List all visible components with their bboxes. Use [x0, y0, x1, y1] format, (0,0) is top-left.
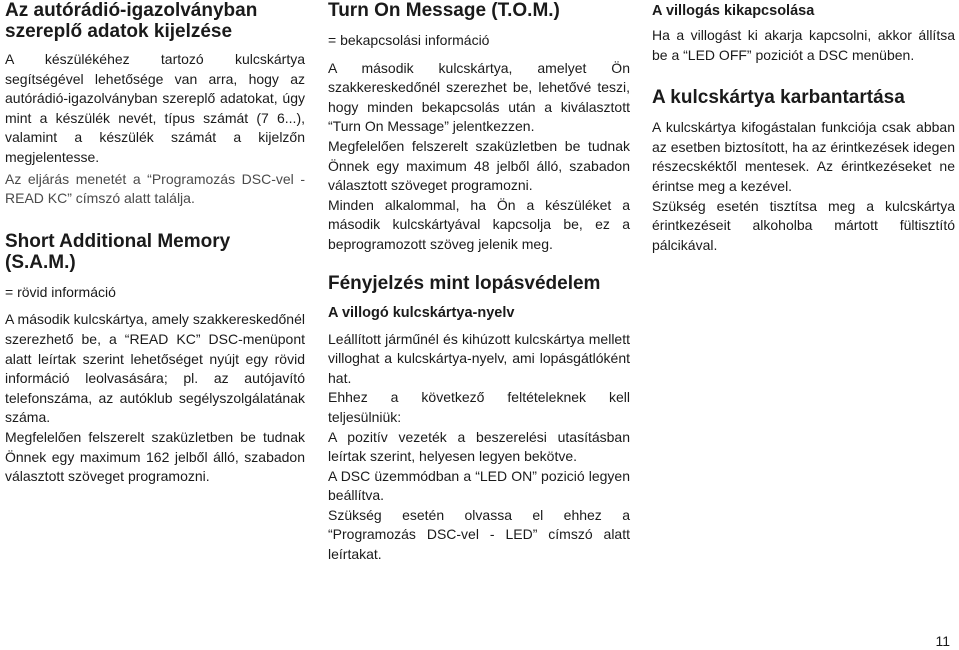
paragraph-led-on: A DSC üzemmódban a “LED ON” pozició legyen beállítva. — [328, 467, 630, 504]
paragraph-led-ref: Szükség esetén olvassa el ehhez a “Programozás DSC-vel - LED” címszó alatt leírtakat. — [328, 506, 630, 563]
paragraph-tom-display: Minden alkalommal, ha Ön a készüléket a második kulcskártyával kapcsolja be, ez a beprogramozott szöveg jelenik meg. — [328, 196, 630, 252]
heading-disable-blink: A villogás kikapcsolása — [652, 3, 815, 19]
paragraph-conditions: Ehhez a következő feltételeknek kell teljesülniük: — [328, 389, 630, 425]
paragraph-blink-desc: Leállított járműnél és kihúzott kulcskártya mellett villoghat a kulcskártya-nyelv, ami lopásgátlóként hat. — [328, 330, 630, 386]
subtitle-tom: = bekapcsolási információ — [328, 32, 490, 48]
paragraph-positive-wire: A pozitív vezeték a beszerelési utasításban leírtak szerint, helyesen legyen bekötve. — [328, 428, 630, 465]
heading-blinking-tongue: A villogó kulcskártya-nyelv — [328, 304, 515, 321]
paragraph-cleaning: Szükség esetén tisztítsa meg a kulcskártya érintkezéseit alkoholba mártott fültisztító pálcikával. — [652, 197, 955, 253]
heading-sam: Short Additional Memory (S.A.M.) — [5, 230, 231, 273]
paragraph-led-off: Ha a villogást ki akarja kapcsolni, akkor állítsa be a “LED OFF” poziciót a DSC menüben. — [652, 27, 955, 63]
paragraph-procedure-ref: Az eljárás menetét a “Programozás DSC-vel - READ KC” címszó alatt találja. — [5, 170, 305, 207]
paragraph-contacts: A kulcskártya kifogástalan funkciója csak abban az esetben biztosított, ha az érintkezések idegen részecskéktől mentesek. Az érintkezéseket ne érintse meg a kezével. — [652, 119, 955, 194]
paragraph-sam-programming: Megfelelően felszerelt szaküzletben be tudnak Önnek egy maximum 162 jelből álló, szabadon választott szöveget programozni. — [5, 428, 305, 485]
subtitle-sam: = rövid információ — [5, 283, 116, 300]
paragraph-sam-desc: A második kulcskártya, amely szakkereskedőnél szerezhető be, a “READ KC” DSC-menüpont alatt leírtak szerint lehetőséget nyújt egy rövid információ leolvasására; pl. az autójavító telefonszáma, az autóklub segélyszolgálatának száma. — [5, 311, 305, 426]
heading-card-maintenance: A kulcskártya karbantartása — [652, 87, 905, 109]
paragraph-tom-desc: A második kulcskártya, amelyet Ön szakkereskedőnél szerezhet be, lehetővé teszi, hogy minden bekapcsolás után a kiválasztott “Turn On Message” jelentkezzen. — [328, 59, 630, 135]
heading-radio-card-data: Az autórádió-igazolványban szereplő adatok kijelzése — [5, 0, 258, 42]
column-right — [652, 0, 955, 255]
paragraph-tom-programming: Megfelelően felszerelt szaküzletben be tudnak Önnek egy maximum 48 jelből álló, szabadon választott szöveget programozni. — [328, 137, 630, 194]
heading-tom: Turn On Message (T.O.M.) — [328, 0, 560, 21]
column-left — [5, 0, 305, 487]
paragraph-card-intro: A készülékéhez tartozó kulcskártya segítségével lehetősége van arra, hogy az autórádió-igazolványban szereplő adatokat, úgy mint a készülék nevét, típus számát (7 6...), valamint a készülék számát a kijelzőn megjelentesse. — [5, 51, 305, 165]
heading-light-signal: Fényjelzés mint lopásvédelem — [328, 272, 601, 294]
page-number: 11 — [935, 633, 950, 649]
column-middle — [328, 0, 630, 565]
